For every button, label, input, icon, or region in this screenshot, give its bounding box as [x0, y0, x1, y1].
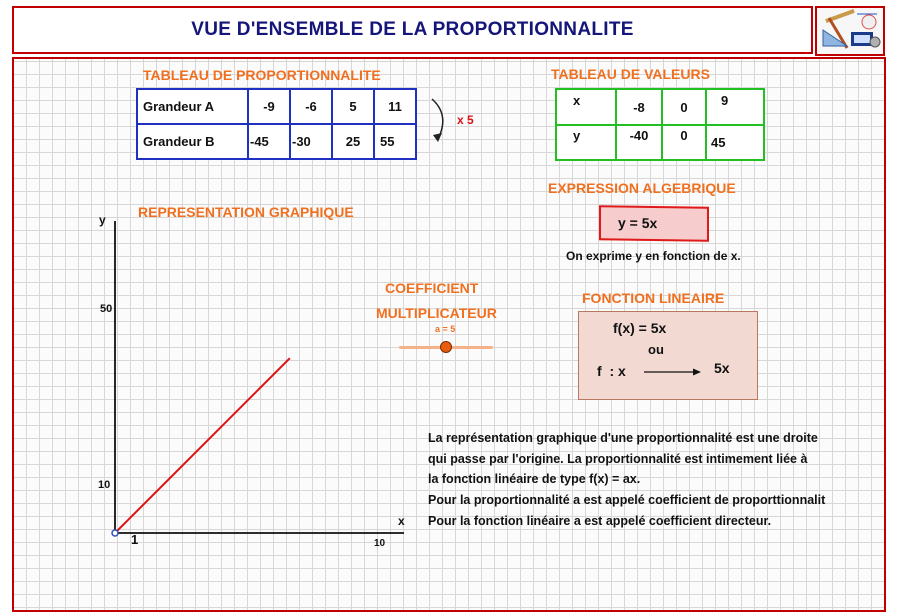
mapping-arrow-icon	[643, 367, 703, 377]
table-cell: 0	[662, 125, 706, 160]
geometry-tools-icon	[817, 8, 883, 54]
explanation-line: la fonction linéaire de type f(x) = ax.	[428, 472, 641, 487]
x-tick-label: 1	[131, 532, 139, 547]
table-cell: 55	[374, 124, 416, 159]
formula-text: y = 5x	[618, 214, 658, 232]
explanation-line: Pour la proportionnalité a est appelé coefficient de proporttionnalit	[428, 493, 826, 508]
slider-handle[interactable]	[440, 341, 452, 353]
row-label: Grandeur A	[137, 89, 248, 124]
table-cell: -8	[616, 89, 662, 125]
origin-point[interactable]	[112, 530, 118, 536]
table-cell: 11	[374, 89, 416, 124]
y-tick-label: 50	[100, 303, 113, 315]
explanation-line: Pour la fonction linéaire a est appelé coefficient directeur.	[428, 513, 772, 528]
x-tick-label: 10	[374, 538, 386, 549]
table-cell: -30	[290, 124, 332, 159]
page-title: VUE D'ENSEMBLE DE LA PROPORTIONNALITE	[191, 19, 634, 40]
row-label: Grandeur B	[137, 124, 248, 159]
table-cell: -45	[248, 124, 290, 159]
title-bar	[12, 6, 813, 54]
coefficient-slider[interactable]	[399, 346, 493, 349]
table-cell: -40	[616, 125, 662, 160]
coefficient-heading-2: MULTIPLICATEUR	[376, 305, 497, 321]
proportional-line	[115, 358, 290, 533]
proportion-table-heading: TABLEAU DE PROPORTIONNALITE	[143, 67, 381, 83]
x-axis-label: x	[398, 514, 405, 528]
logo	[815, 6, 885, 56]
mapping-left: f : x	[597, 363, 626, 379]
or-label: ou	[648, 342, 664, 357]
table-cell: 25	[332, 124, 374, 159]
y-axis-label: y	[99, 213, 106, 227]
table-cell: 5	[332, 89, 374, 124]
multiplier-label: x 5	[457, 113, 474, 127]
explanation-line: La représentation graphique d'une proportionnalité est une droite	[428, 431, 818, 445]
table-cell: 9	[706, 89, 764, 125]
table-cell: -6	[290, 89, 332, 124]
y-tick-label: 10	[98, 479, 111, 491]
row-label: x	[556, 89, 616, 125]
values-table-heading: TABLEAU DE VALEURS	[551, 66, 710, 82]
explanation-text	[428, 428, 825, 532]
function-definition: f(x) = 5x	[613, 320, 667, 336]
row-label: y	[556, 125, 616, 160]
linear-function-box	[578, 311, 758, 400]
table-cell: -9	[248, 89, 290, 124]
algebraic-note: On exprime y en fonction de x.	[566, 249, 741, 263]
slider-value-label: a = 5	[435, 324, 456, 334]
table-cell: 45	[706, 125, 764, 160]
coefficient-heading: COEFFICIENT	[385, 280, 479, 296]
linear-function-heading: FONCTION LINEAIRE	[582, 290, 725, 306]
table-cell: 0	[662, 89, 706, 125]
mapping-right: 5x	[714, 360, 730, 376]
graph-heading: REPRESENTATION GRAPHIQUE	[138, 204, 354, 220]
explanation-line: qui passe par l'origine. La proportionnalité est intimement liée à	[428, 451, 808, 466]
algebraic-heading: EXPRESSION ALGEBRIQUE	[548, 180, 736, 196]
worksheet-board	[12, 57, 886, 612]
